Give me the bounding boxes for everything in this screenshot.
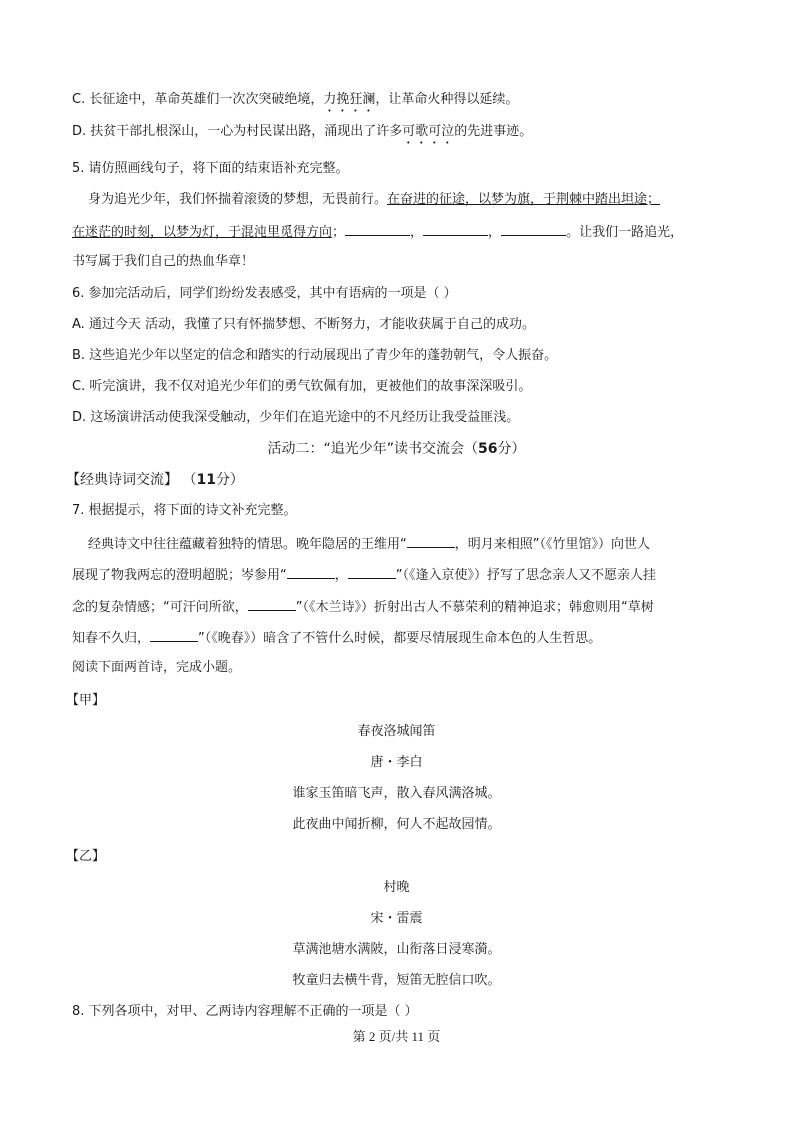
q7-l3-b: ”（《木兰诗》）折射出古人不慕荣利的精神追求；韩愈则用“草树 [295, 600, 654, 615]
q7-l4-a: 知春不久归， [72, 631, 151, 646]
q5-stem: 5. 请仿照画线句子，将下面的结束语补充完整。 [72, 161, 349, 176]
section-score: 11 [196, 472, 216, 488]
q7-blank-4[interactable] [248, 596, 296, 611]
q7-blank-5[interactable] [150, 627, 198, 642]
q7-l1-b: ，明月来相照”（《竹里馆》）向世人 [454, 537, 650, 552]
poem-yi-author: 宋・雷震 [370, 911, 423, 926]
q5-answer-blank-1[interactable] [345, 221, 410, 236]
q7-blank-3[interactable] [348, 564, 396, 579]
poem-yi-label: 【乙】 [66, 849, 106, 864]
q5-end: 。让我们一路追光， [566, 225, 684, 240]
option-d-line [72, 122, 532, 147]
option-c-dotted: 力挽狂澜 [323, 92, 376, 107]
poem-jia-label: 【甲】 [66, 693, 106, 708]
q7-l3-a: 念的复杂情感；“可汗问所欲， [72, 600, 248, 615]
q7-line1 [88, 533, 650, 555]
q8-stem: 8. 下列各项中，对甲、乙两诗内容理解不正确的一项是（ ） [72, 1004, 418, 1019]
poem-jia-line1: 谁家玉笛暗飞声，散入春风满洛城。 [292, 786, 501, 801]
q6-stem: 6. 参加完活动后，同学们纷纷发表感受，其中有语病的一项是（ ） [72, 286, 457, 301]
poem-jia-line2: 此夜曲中闻折柳，何人不起故园情。 [292, 817, 501, 832]
q7-line3 [72, 596, 654, 618]
q5-sep1: ； [332, 225, 346, 240]
poem-jia-title: 春夜洛城闻笛 [357, 724, 436, 739]
q7-l1-a: 经典诗文中往往蕴藏着独特的情思。晚年隐居的王维用“ [88, 537, 407, 552]
option-c-prefix: C. 长征途中，革命英雄们一次次突破绝境， [72, 92, 324, 107]
option-d-suffix: 的先进事迹。 [454, 124, 533, 139]
q7-blank-2[interactable] [287, 564, 335, 579]
q5-sep2: ， [410, 225, 424, 240]
activity-two-heading [0, 439, 793, 459]
q5-sep3: ， [488, 225, 502, 240]
option-c-line [72, 90, 518, 115]
q5-answer-blank-2[interactable] [423, 221, 488, 236]
q5-paragraph-line3: 书写属于我们自己的热血华章！ [72, 254, 255, 269]
q6-option-d: D. 这场演讲活动使我深受触动，少年们在追光途中的不凡经历让我受益匪浅。 [72, 410, 520, 425]
q7-l2-c: ”（《逢入京使》）抒写了思念亲人又不愿亲人挂 [395, 568, 657, 583]
q7-line4 [72, 627, 601, 649]
section-heading [66, 470, 244, 490]
q6-option-c: C. 听完演讲，我不仅对追光少年们的勇气钦佩有加，更被他们的故事深深吸引。 [72, 379, 532, 394]
section-name: 【经典诗词交流】 [66, 472, 178, 488]
option-d-prefix: D. 扶贫干部扎根深山，一心为村民谋出路，涌现出了许多 [72, 124, 403, 139]
poem-jia-author: 唐・李白 [370, 755, 423, 770]
q5-paragraph-line1 [88, 190, 660, 210]
q7-line2 [72, 564, 656, 586]
q7-stem: 7. 根据提示，将下面的诗文补充完整。 [72, 503, 297, 518]
option-d-dotted: 可歌可泣 [402, 124, 455, 139]
q5-p1-plain: 身为追光少年，我们怀揣着滚烫的梦想，无畏前行。 [88, 192, 388, 207]
activity-two-title-suffix: 分） [497, 441, 526, 457]
poem-yi-line1: 草满池塘水满陂，山衔落日浸寒漪。 [292, 942, 501, 957]
q7-l2-b: ， [334, 568, 348, 583]
reading-instruction: 阅读下面两首诗，完成小题。 [72, 660, 242, 675]
q6-option-b: B. 这些追光少年以坚定的信念和踏实的行动展现出了青少年的蓬勃朝气，令人振奋。 [72, 348, 558, 363]
q5-p1-underlined: 在奋进的征途，以梦为旗，于荆棘中踏出坦途； [387, 192, 661, 207]
q7-l4-b: ”（《晚春》）暗含了不管什么时候，都要尽情展现生命本色的人生哲思。 [198, 631, 602, 646]
page-footer: 第 2 页/共 11 页 [352, 1029, 441, 1044]
q7-blank-1[interactable] [407, 533, 455, 548]
section-score-close: 分） [215, 472, 244, 488]
q6-option-a: A. 通过今天 活动，我懂了只有怀揣梦想、不断努力，才能收获属于自己的成功。 [72, 317, 536, 332]
section-score-open: （ [182, 472, 197, 488]
poem-yi-line2: 牧童归去横牛背，短笛无腔信口吹。 [292, 973, 501, 988]
activity-two-score: 56 [478, 441, 498, 457]
q7-l2-a: 展现了物我两忘的澄明超脱；岑参用“ [72, 568, 287, 583]
option-c-suffix: ，让革命火种得以延续。 [375, 92, 519, 107]
activity-two-title-prefix: 活动二：“追光少年”读书交流会（ [267, 441, 479, 457]
q5-paragraph-line2 [72, 221, 683, 243]
q5-answer-blank-3[interactable] [501, 221, 566, 236]
q5-p2-underlined: 在迷茫的时刻，以梦为灯，于混沌里觅得方向 [72, 225, 333, 240]
poem-yi-title: 村晚 [383, 880, 410, 895]
